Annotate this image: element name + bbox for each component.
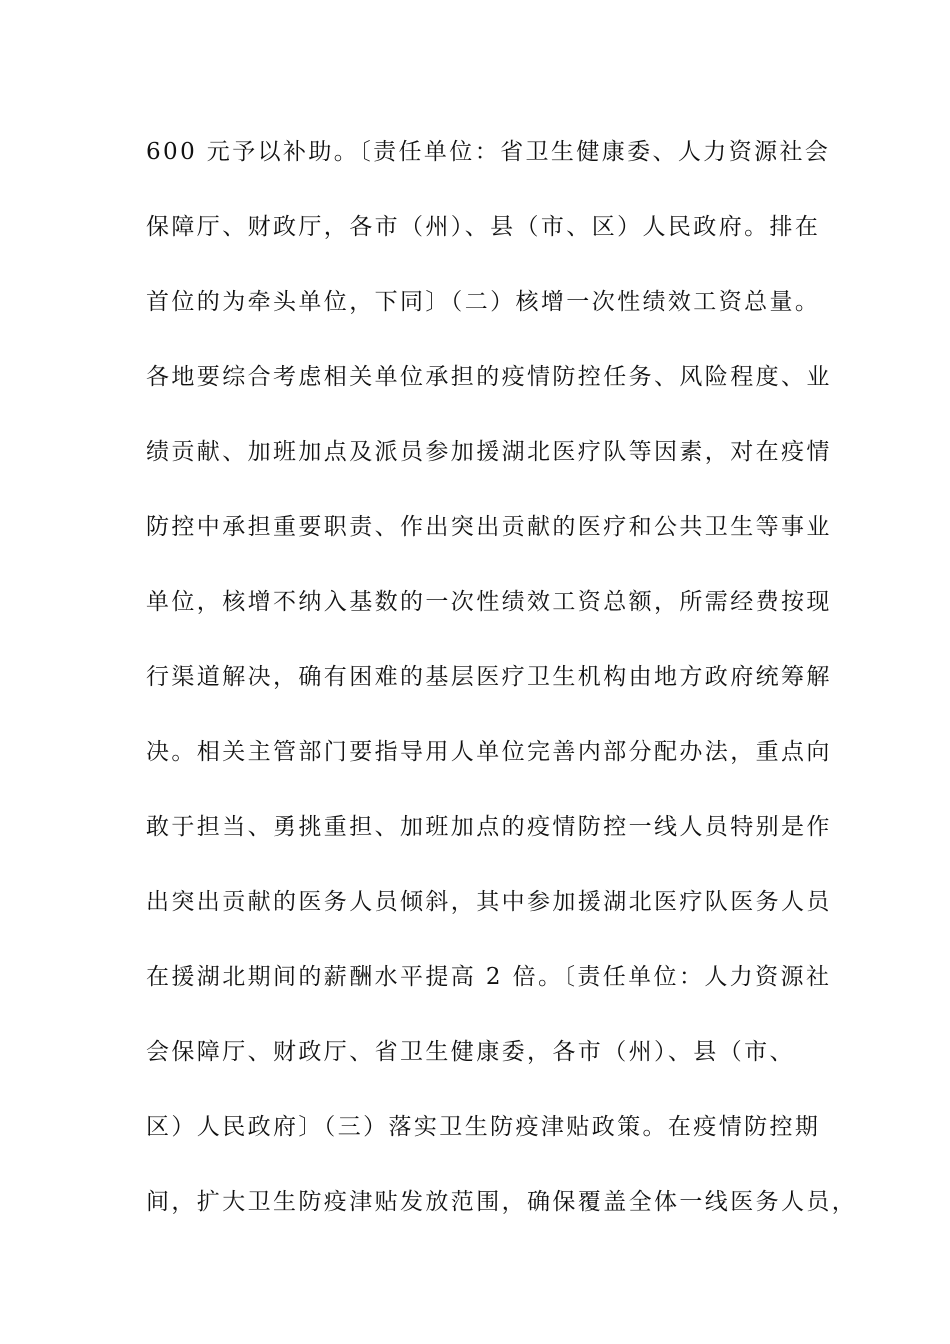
text-line: 防控中承担重要职责、作出突出贡献的医疗和公共卫生等事业 <box>146 514 832 540</box>
text-line: 行渠道解决，确有困难的基层医疗卫生机构由地方政府统筹解 <box>146 664 832 690</box>
text-line: 在援湖北期间的薪酬水平提高 2 倍。〔责任单位：人力资源社 <box>146 964 832 990</box>
text-line: 决。相关主管部门要指导用人单位完善内部分配办法，重点向 <box>146 739 832 765</box>
text-line: 单位，核增不纳入基数的一次性绩效工资总额，所需经费按现 <box>146 589 832 615</box>
text-line: 敢于担当、勇挑重担、加班加点的疫情防控一线人员特别是作 <box>146 814 832 840</box>
text-line: 各地要综合考虑相关单位承担的疫情防控任务、风险程度、业 <box>146 364 832 390</box>
text-line: 会保障厅、财政厅、省卫生健康委，各市（州）、县（市、 <box>146 1039 795 1065</box>
text-line: 出突出贡献的医务人员倾斜，其中参加援湖北医疗队医务人员 <box>146 889 832 915</box>
text-line: 区）人民政府〕（三）落实卫生防疫津贴政策。在疫情防控期 <box>146 1114 821 1140</box>
text-line: 保障厅、财政厅，各市（州）、县（市、区）人民政府。排在 <box>146 214 821 240</box>
text-line: 首位的为牵头单位，下同〕（二）核增一次性绩效工资总量。 <box>146 289 821 315</box>
text-line: 600 元予以补助。〔责任单位：省卫生健康委、人力资源社会 <box>146 139 831 165</box>
text-line: 间，扩大卫生防疫津贴发放范围，确保覆盖全体一线医务人员， <box>146 1189 858 1215</box>
text-line: 绩贡献、加班加点及派员参加援湖北医疗队等因素，对在疫情 <box>146 439 832 465</box>
body-text <box>146 132 858 1257</box>
